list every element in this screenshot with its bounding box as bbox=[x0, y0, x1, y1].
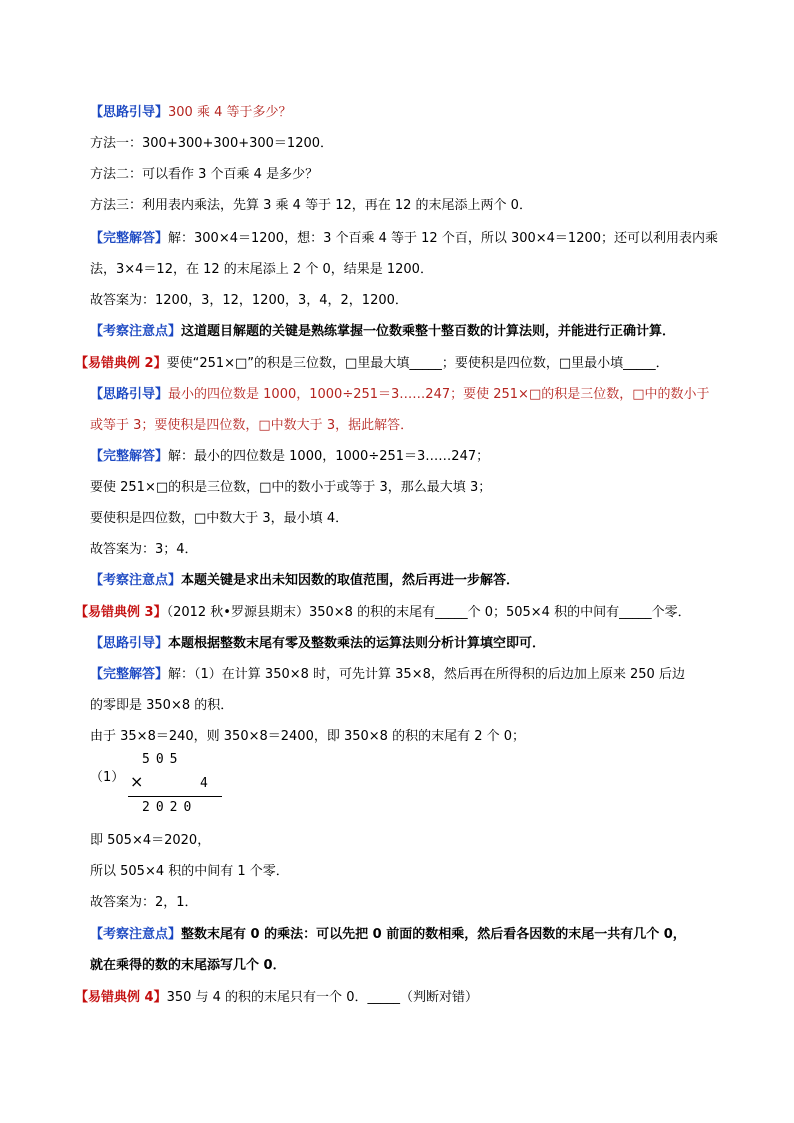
answer-line-7: 的零即是 350×8 的积． bbox=[90, 698, 234, 713]
note-text: 整数末尾有 0 的乘法：可以先把 0 前面的数相乘，然后看各因数的末尾一共有几个 0， bbox=[181, 927, 686, 942]
hint-line-3 bbox=[90, 635, 545, 653]
example-4 bbox=[75, 989, 478, 1007]
answer-tag: 【完整解答】 bbox=[90, 231, 169, 246]
example-tag: 【易错典例 2】 bbox=[75, 356, 167, 371]
example-text: 350 与 4 的积的末尾只有一个 0．_____（判断对错） bbox=[166, 990, 478, 1005]
note-text: 这道题目解题的关键是熟练掌握一位数乘整十整百数的计算法则，并能进行正确计算． bbox=[181, 324, 676, 339]
answer-line-5: 要使积是四位数，□中数大于 3，最小填 4． bbox=[90, 511, 349, 526]
hint-line-1 bbox=[90, 104, 292, 122]
hint-line-2 bbox=[90, 386, 710, 404]
answer-tag: 【完整解答】 bbox=[90, 667, 169, 682]
mult-label: （1） bbox=[90, 770, 125, 785]
answer-line-1 bbox=[90, 230, 718, 248]
answer-result-3: 故答案为：2，1． bbox=[90, 895, 198, 910]
note-line-3-cont: 就在乘得的数的末尾添写几个 0． bbox=[90, 958, 286, 973]
answer-line-9: 即 505×4＝2020， bbox=[90, 833, 211, 848]
hint-text: 本题根据整数末尾有零及整数乘法的运算法则分析计算填空即可． bbox=[168, 636, 546, 651]
note-text: 本题关键是求出未知因数的取值范围，然后再进一步解答． bbox=[181, 573, 520, 588]
note-tag: 【考察注意点】 bbox=[90, 324, 182, 339]
example-tag: 【易错典例 3】 bbox=[75, 605, 167, 620]
example-text: （2012 秋•罗源县期末）350×8 的积的末尾有_____个 0；505×4 积的中间有_____个零． bbox=[166, 605, 691, 620]
vertical-multiplication bbox=[90, 752, 230, 822]
answer-line-4: 要使 251×□的积是三位数，□中的数小于或等于 3，那么最大填 3； bbox=[90, 480, 492, 495]
mult-divider bbox=[128, 796, 222, 797]
note-tag: 【考察注意点】 bbox=[90, 573, 182, 588]
hint-text: 300 乘 4 等于多少？ bbox=[168, 105, 292, 120]
mult-multiplicand: 505 bbox=[142, 752, 184, 767]
answer-text: 解：（1）在计算 350×8 时，可先计算 35×8，然后再在所得积的后边加上原来 250 后边 bbox=[168, 667, 685, 682]
note-tag: 【考察注意点】 bbox=[90, 927, 182, 942]
answer-line-6 bbox=[90, 666, 685, 684]
example-2 bbox=[75, 355, 669, 373]
hint-text: 最小的四位数是 1000，1000÷251＝3……247；要使 251×□的积是三位数，□中的数小于 bbox=[168, 387, 710, 402]
example-3 bbox=[75, 604, 691, 622]
answer-line-2: 法，3×4＝12，在 12 的末尾添上 2 个 0，结果是 1200． bbox=[90, 262, 433, 277]
answer-line-3 bbox=[90, 448, 489, 466]
method-1: 方法一：300+300+300+300＝1200． bbox=[90, 136, 334, 151]
hint-line-2-cont: 或等于 3；要使积是四位数，□中数大于 3，据此解答． bbox=[90, 418, 414, 433]
answer-tag: 【完整解答】 bbox=[90, 449, 169, 464]
answer-text: 解：最小的四位数是 1000，1000÷251＝3……247； bbox=[168, 449, 490, 464]
answer-line-8: 由于 35×8＝240，则 350×8＝2400，即 350×8 的积的末尾有 2 个 0； bbox=[90, 729, 526, 744]
note-line-1 bbox=[90, 323, 675, 341]
note-line-2 bbox=[90, 572, 519, 590]
example-tag: 【易错典例 4】 bbox=[75, 990, 167, 1005]
hint-tag: 【思路引导】 bbox=[90, 636, 169, 651]
answer-line-10: 所以 505×4 积的中间有 1 个零． bbox=[90, 864, 289, 879]
example-text: 要使“251×□”的积是三位数，□里最大填_____；要使积是四位数，□里最小填_____． bbox=[166, 356, 669, 371]
hint-tag: 【思路引导】 bbox=[90, 105, 169, 120]
times-sign: × bbox=[130, 772, 144, 791]
method-2: 方法二：可以看作 3 个百乘 4 是多少？ bbox=[90, 167, 319, 182]
answer-result-2: 故答案为：3；4． bbox=[90, 542, 198, 557]
mult-multiplier: 4 bbox=[200, 776, 214, 791]
answer-result-1: 故答案为：1200，3，12，1200，3，4，2，1200． bbox=[90, 293, 408, 308]
method-3: 方法三：利用表内乘法，先算 3 乘 4 等于 12，再在 12 的末尾添上两个 0． bbox=[90, 198, 532, 213]
answer-text: 解：300×4＝1200，想：3 个百乘 4 等于 12 个百，所以 300×4＝1200；还可以利用表内乘 bbox=[168, 231, 719, 246]
mult-product: 2020 bbox=[142, 800, 198, 815]
note-line-3 bbox=[90, 926, 686, 944]
hint-tag: 【思路引导】 bbox=[90, 387, 169, 402]
